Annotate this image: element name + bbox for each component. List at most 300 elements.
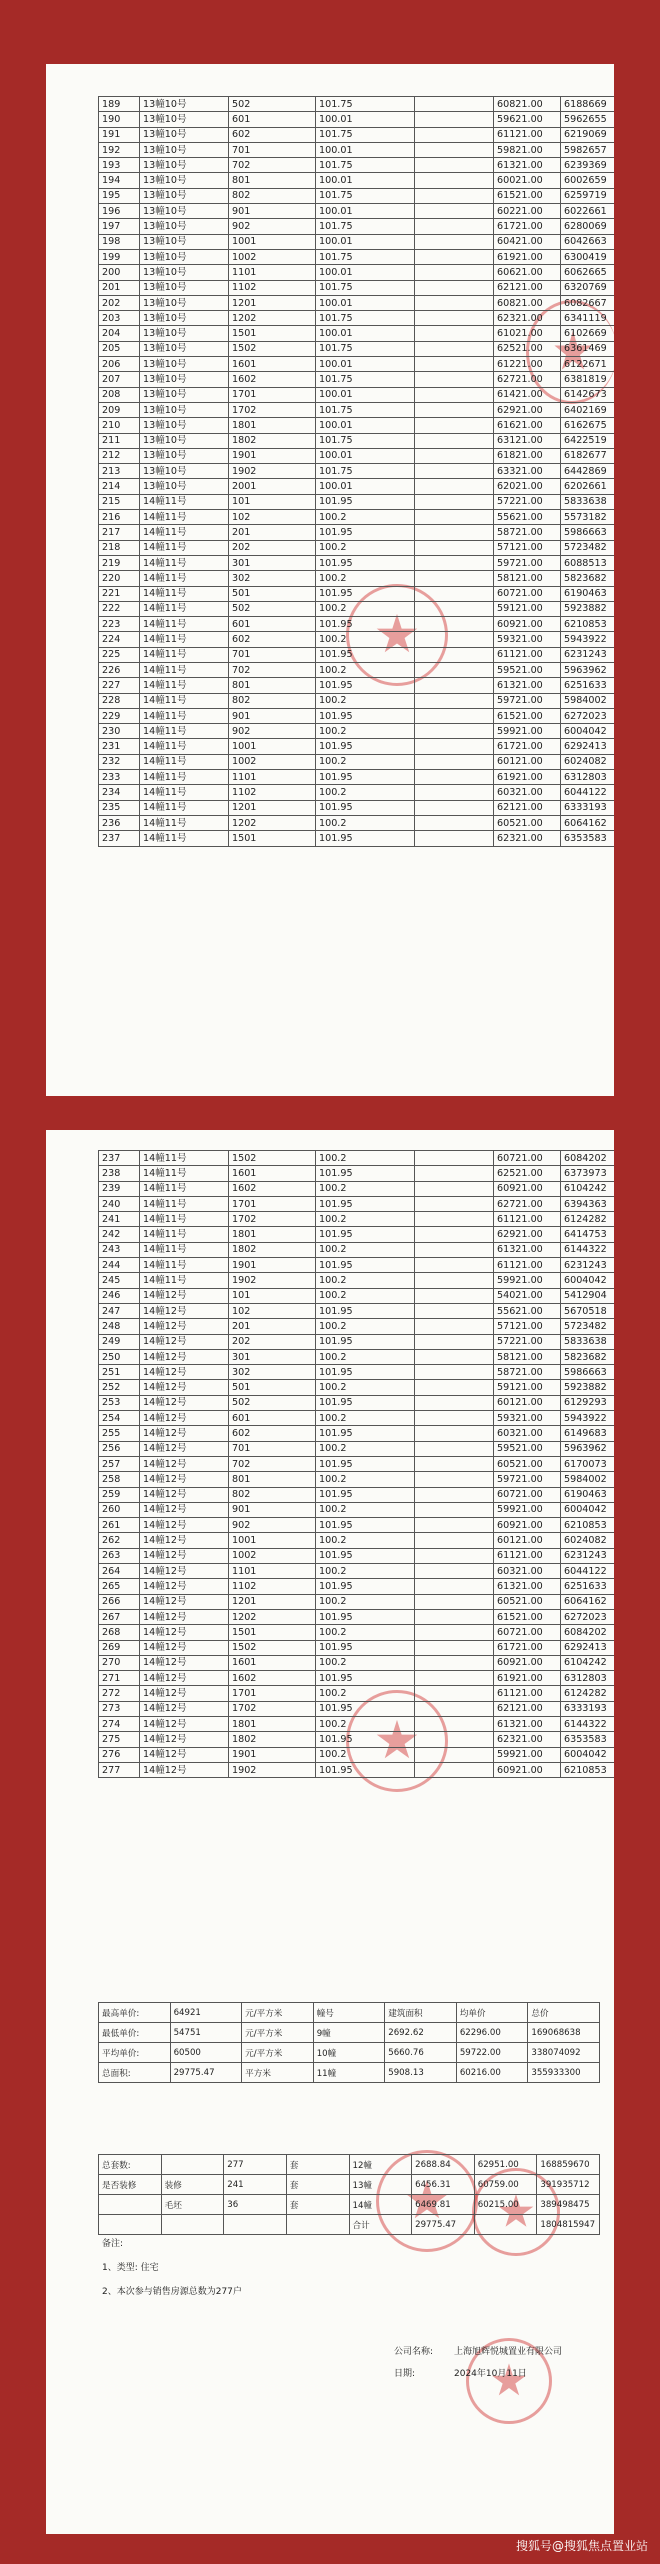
table-cell: 302 bbox=[229, 1365, 316, 1380]
table-cell: 254 bbox=[99, 1411, 140, 1426]
table-cell: 101.75 bbox=[316, 464, 415, 479]
table-cell: 5963962 bbox=[561, 1441, 615, 1456]
company-name: 上海旭辉悦城置业有限公司 bbox=[454, 2347, 563, 2357]
table-row bbox=[99, 204, 615, 219]
table-cell: 61921.00 bbox=[494, 249, 561, 264]
table-cell: 6272023 bbox=[561, 1609, 615, 1624]
table-cell bbox=[415, 770, 494, 785]
table-cell: 100.01 bbox=[316, 479, 415, 494]
table-cell: 100.2 bbox=[316, 754, 415, 769]
summary-cell: 36 bbox=[224, 2195, 287, 2215]
table-cell: 101.95 bbox=[316, 1166, 415, 1181]
table-row bbox=[99, 678, 615, 693]
table-cell bbox=[415, 1181, 494, 1196]
table-row bbox=[99, 647, 615, 662]
table-cell bbox=[415, 1564, 494, 1579]
table-cell: 6272023 bbox=[561, 708, 615, 723]
table-cell: 62121.00 bbox=[494, 1701, 561, 1716]
price-list-table bbox=[98, 1150, 614, 1778]
table-cell: 200 bbox=[99, 265, 140, 280]
table-cell: 6210853 bbox=[561, 1762, 615, 1777]
table-cell: 6004042 bbox=[561, 1273, 615, 1288]
table-cell: 60921.00 bbox=[494, 1655, 561, 1670]
table-cell: 5943922 bbox=[561, 632, 615, 647]
table-cell: 251 bbox=[99, 1365, 140, 1380]
table-cell bbox=[415, 1732, 494, 1747]
table-cell: 14幢11号 bbox=[140, 1273, 229, 1288]
table-cell: 101.95 bbox=[316, 494, 415, 509]
table-cell: 14幢12号 bbox=[140, 1655, 229, 1670]
table-cell bbox=[415, 1625, 494, 1640]
table-cell: 220 bbox=[99, 571, 140, 586]
table-cell: 60721.00 bbox=[494, 586, 561, 601]
table-cell: 100.2 bbox=[316, 1564, 415, 1579]
table-cell: 1002 bbox=[229, 1548, 316, 1563]
table-cell: 1601 bbox=[229, 357, 316, 372]
table-cell: 59121.00 bbox=[494, 1380, 561, 1395]
table-cell: 14幢12号 bbox=[140, 1426, 229, 1441]
table-row bbox=[99, 510, 615, 525]
table-cell: 62921.00 bbox=[494, 402, 561, 417]
table-cell: 202 bbox=[229, 1334, 316, 1349]
table-row bbox=[99, 448, 615, 463]
table-cell: 14幢12号 bbox=[140, 1671, 229, 1686]
table-cell: 14幢12号 bbox=[140, 1472, 229, 1487]
count-summary-table bbox=[98, 2154, 600, 2235]
table-cell bbox=[415, 249, 494, 264]
table-row bbox=[99, 479, 615, 494]
table-cell: 204 bbox=[99, 326, 140, 341]
table-cell: 61121.00 bbox=[494, 1258, 561, 1273]
table-cell: 238 bbox=[99, 1166, 140, 1181]
table-cell: 6333193 bbox=[561, 1701, 615, 1716]
summary-cell: 6456.31 bbox=[412, 2175, 475, 2195]
notes-heading: 备注: bbox=[102, 2239, 124, 2249]
table-cell: 57121.00 bbox=[494, 1319, 561, 1334]
table-cell bbox=[415, 1671, 494, 1686]
table-cell: 6231243 bbox=[561, 647, 615, 662]
table-cell: 14幢11号 bbox=[140, 510, 229, 525]
table-cell: 1102 bbox=[229, 280, 316, 295]
table-row bbox=[99, 494, 615, 509]
table-cell bbox=[415, 1395, 494, 1410]
table-cell bbox=[415, 555, 494, 570]
table-cell: 1901 bbox=[229, 1747, 316, 1762]
table-cell: 101.75 bbox=[316, 402, 415, 417]
table-cell: 100.2 bbox=[316, 785, 415, 800]
table-cell: 198 bbox=[99, 234, 140, 249]
table-cell bbox=[415, 1319, 494, 1334]
table-cell: 5823682 bbox=[561, 571, 615, 586]
table-cell: 14幢11号 bbox=[140, 525, 229, 540]
table-cell: 701 bbox=[229, 647, 316, 662]
table-cell bbox=[415, 295, 494, 310]
document-page-2 bbox=[46, 1130, 614, 2534]
table-row bbox=[99, 1395, 615, 1410]
table-cell: 14幢11号 bbox=[140, 800, 229, 815]
table-row bbox=[99, 97, 615, 112]
summary-row bbox=[99, 2043, 600, 2063]
table-cell: 801 bbox=[229, 173, 316, 188]
table-cell: 6259719 bbox=[561, 188, 615, 203]
table-row bbox=[99, 173, 615, 188]
table-cell: 57221.00 bbox=[494, 1334, 561, 1349]
table-cell: 100.2 bbox=[316, 1655, 415, 1670]
table-cell: 6102669 bbox=[561, 326, 615, 341]
table-cell: 101.95 bbox=[316, 1762, 415, 1777]
summary-cell: 11幢 bbox=[313, 2063, 385, 2083]
summary-cell bbox=[474, 2215, 537, 2235]
table-cell: 13幢10号 bbox=[140, 280, 229, 295]
table-cell: 14幢12号 bbox=[140, 1349, 229, 1364]
table-cell bbox=[415, 464, 494, 479]
table-row bbox=[99, 326, 615, 341]
table-cell: 14幢11号 bbox=[140, 555, 229, 570]
table-cell: 101.95 bbox=[316, 1426, 415, 1441]
table-cell: 59721.00 bbox=[494, 1472, 561, 1487]
table-cell: 1501 bbox=[229, 1625, 316, 1640]
table-cell: 225 bbox=[99, 647, 140, 662]
table-row bbox=[99, 1609, 615, 1624]
table-cell: 59921.00 bbox=[494, 1273, 561, 1288]
table-row bbox=[99, 1732, 615, 1747]
table-cell: 61721.00 bbox=[494, 1640, 561, 1655]
table-row bbox=[99, 341, 615, 356]
summary-cell bbox=[224, 2215, 287, 2235]
table-cell: 272 bbox=[99, 1686, 140, 1701]
table-cell: 13幢10号 bbox=[140, 219, 229, 234]
table-cell bbox=[415, 617, 494, 632]
table-cell: 101.75 bbox=[316, 311, 415, 326]
summary-cell: 60500 bbox=[170, 2043, 242, 2063]
table-cell: 266 bbox=[99, 1594, 140, 1609]
table-cell: 14幢12号 bbox=[140, 1533, 229, 1548]
table-cell bbox=[415, 1365, 494, 1380]
table-cell: 60721.00 bbox=[494, 1151, 561, 1166]
table-row bbox=[99, 708, 615, 723]
table-cell bbox=[415, 341, 494, 356]
summary-cell: 最高单价: bbox=[99, 2003, 171, 2023]
table-row bbox=[99, 418, 615, 433]
table-cell: 6210853 bbox=[561, 1518, 615, 1533]
table-cell: 101.75 bbox=[316, 97, 415, 112]
table-cell: 100.2 bbox=[316, 1594, 415, 1609]
summary-cell: 2692.62 bbox=[385, 2023, 457, 2043]
table-cell: 6202661 bbox=[561, 479, 615, 494]
table-cell: 271 bbox=[99, 1671, 140, 1686]
table-cell: 14幢11号 bbox=[140, 601, 229, 616]
table-cell: 273 bbox=[99, 1701, 140, 1716]
table-cell: 501 bbox=[229, 1380, 316, 1395]
table-cell: 13幢10号 bbox=[140, 234, 229, 249]
table-row bbox=[99, 1533, 615, 1548]
table-cell: 60921.00 bbox=[494, 1762, 561, 1777]
table-cell bbox=[415, 525, 494, 540]
table-cell bbox=[415, 265, 494, 280]
table-cell: 101.95 bbox=[316, 1518, 415, 1533]
table-cell: 6231243 bbox=[561, 1548, 615, 1563]
table-row bbox=[99, 249, 615, 264]
table-cell: 100.2 bbox=[316, 571, 415, 586]
watermark: 搜狐号@搜狐焦点置业站 bbox=[515, 2539, 648, 2553]
summary-cell: 12幢 bbox=[349, 2155, 412, 2175]
table-row bbox=[99, 295, 615, 310]
table-cell bbox=[415, 1151, 494, 1166]
table-cell: 14幢11号 bbox=[140, 1242, 229, 1257]
table-row bbox=[99, 831, 615, 846]
summary-cell: 29775.47 bbox=[412, 2215, 475, 2235]
table-cell: 215 bbox=[99, 494, 140, 509]
table-row bbox=[99, 1349, 615, 1364]
table-cell: 59821.00 bbox=[494, 142, 561, 157]
summary-cell: 装修 bbox=[161, 2175, 224, 2195]
table-cell: 302 bbox=[229, 571, 316, 586]
table-cell: 601 bbox=[229, 1411, 316, 1426]
table-cell: 60121.00 bbox=[494, 754, 561, 769]
table-cell: 214 bbox=[99, 479, 140, 494]
table-cell bbox=[415, 632, 494, 647]
note-total: 2、本次参与销售房源总数为277户 bbox=[102, 2287, 242, 2297]
table-cell bbox=[415, 1456, 494, 1471]
table-cell: 13幢10号 bbox=[140, 326, 229, 341]
table-cell bbox=[415, 1533, 494, 1548]
table-row bbox=[99, 1548, 615, 1563]
table-cell: 1902 bbox=[229, 1762, 316, 1777]
table-cell: 269 bbox=[99, 1640, 140, 1655]
table-cell: 62521.00 bbox=[494, 341, 561, 356]
table-cell: 250 bbox=[99, 1349, 140, 1364]
table-cell: 14幢12号 bbox=[140, 1579, 229, 1594]
summary-cell: 5908.13 bbox=[385, 2063, 457, 2083]
table-cell bbox=[415, 1716, 494, 1731]
table-cell: 265 bbox=[99, 1579, 140, 1594]
table-cell: 100.2 bbox=[316, 1319, 415, 1334]
table-cell: 14幢11号 bbox=[140, 693, 229, 708]
table-cell: 5962655 bbox=[561, 112, 615, 127]
table-row bbox=[99, 112, 615, 127]
table-cell: 60821.00 bbox=[494, 295, 561, 310]
table-cell: 193 bbox=[99, 158, 140, 173]
table-cell: 207 bbox=[99, 372, 140, 387]
table-cell: 236 bbox=[99, 815, 140, 830]
table-cell bbox=[415, 708, 494, 723]
table-cell: 217 bbox=[99, 525, 140, 540]
table-cell: 259 bbox=[99, 1487, 140, 1502]
table-cell bbox=[415, 387, 494, 402]
table-cell: 246 bbox=[99, 1288, 140, 1303]
table-cell: 14幢11号 bbox=[140, 1166, 229, 1181]
table-cell: 14幢11号 bbox=[140, 785, 229, 800]
table-cell: 14幢12号 bbox=[140, 1380, 229, 1395]
table-cell: 14幢11号 bbox=[140, 617, 229, 632]
table-cell: 701 bbox=[229, 1441, 316, 1456]
table-cell: 59121.00 bbox=[494, 601, 561, 616]
table-cell: 101.95 bbox=[316, 1701, 415, 1716]
table-cell: 205 bbox=[99, 341, 140, 356]
table-cell: 1901 bbox=[229, 448, 316, 463]
table-cell: 221 bbox=[99, 586, 140, 601]
table-cell bbox=[415, 540, 494, 555]
table-cell: 301 bbox=[229, 555, 316, 570]
table-cell: 61321.00 bbox=[494, 1579, 561, 1594]
table-cell: 58721.00 bbox=[494, 525, 561, 540]
summary-row bbox=[99, 2175, 600, 2195]
table-cell: 100.01 bbox=[316, 326, 415, 341]
table-cell: 13幢10号 bbox=[140, 402, 229, 417]
table-cell: 5986663 bbox=[561, 525, 615, 540]
table-cell: 6231243 bbox=[561, 1258, 615, 1273]
table-cell: 101.95 bbox=[316, 800, 415, 815]
company-label: 公司名称: bbox=[394, 2347, 434, 2357]
table-cell: 233 bbox=[99, 770, 140, 785]
table-cell: 101.95 bbox=[316, 1732, 415, 1747]
table-cell bbox=[415, 1487, 494, 1502]
table-cell: 14幢12号 bbox=[140, 1411, 229, 1426]
table-cell: 5670518 bbox=[561, 1303, 615, 1318]
table-cell: 60521.00 bbox=[494, 1456, 561, 1471]
table-row bbox=[99, 1472, 615, 1487]
table-cell bbox=[415, 1273, 494, 1288]
table-cell: 101.75 bbox=[316, 280, 415, 295]
table-cell: 100.01 bbox=[316, 265, 415, 280]
table-cell bbox=[415, 479, 494, 494]
table-cell: 14幢12号 bbox=[140, 1548, 229, 1563]
table-cell: 59921.00 bbox=[494, 1502, 561, 1517]
table-cell: 6239369 bbox=[561, 158, 615, 173]
table-row bbox=[99, 433, 615, 448]
table-cell: 6129293 bbox=[561, 1395, 615, 1410]
table-cell: 101.75 bbox=[316, 188, 415, 203]
table-cell: 901 bbox=[229, 1502, 316, 1517]
table-cell: 13幢10号 bbox=[140, 173, 229, 188]
table-cell: 100.2 bbox=[316, 1242, 415, 1257]
table-cell bbox=[415, 494, 494, 509]
table-cell: 14幢12号 bbox=[140, 1732, 229, 1747]
table-cell: 6361469 bbox=[561, 341, 615, 356]
summary-cell: 14幢 bbox=[349, 2195, 412, 2215]
table-row bbox=[99, 785, 615, 800]
table-cell: 61521.00 bbox=[494, 708, 561, 723]
table-cell bbox=[415, 1609, 494, 1624]
table-cell: 14幢11号 bbox=[140, 632, 229, 647]
table-row bbox=[99, 464, 615, 479]
table-cell: 1802 bbox=[229, 1732, 316, 1747]
table-cell bbox=[415, 831, 494, 846]
table-cell: 61121.00 bbox=[494, 647, 561, 662]
table-row bbox=[99, 280, 615, 295]
table-cell: 245 bbox=[99, 1273, 140, 1288]
table-cell bbox=[415, 693, 494, 708]
table-cell: 253 bbox=[99, 1395, 140, 1410]
table-cell: 6004042 bbox=[561, 1502, 615, 1517]
table-cell: 13幢10号 bbox=[140, 204, 229, 219]
table-cell: 14幢12号 bbox=[140, 1701, 229, 1716]
table-row bbox=[99, 555, 615, 570]
table-cell: 6190463 bbox=[561, 586, 615, 601]
table-cell: 801 bbox=[229, 678, 316, 693]
table-row bbox=[99, 234, 615, 249]
table-cell: 1702 bbox=[229, 1212, 316, 1227]
table-row bbox=[99, 601, 615, 616]
table-cell: 101.95 bbox=[316, 1196, 415, 1211]
table-cell: 256 bbox=[99, 1441, 140, 1456]
table-cell: 14幢12号 bbox=[140, 1365, 229, 1380]
table-cell bbox=[415, 357, 494, 372]
table-cell: 101.75 bbox=[316, 158, 415, 173]
table-cell: 6144322 bbox=[561, 1716, 615, 1731]
table-cell: 901 bbox=[229, 708, 316, 723]
table-cell: 59521.00 bbox=[494, 1441, 561, 1456]
summary-cell: 元/平方米 bbox=[242, 2043, 314, 2063]
table-cell: 101.95 bbox=[316, 1395, 415, 1410]
table-cell bbox=[415, 800, 494, 815]
price-list-table bbox=[98, 96, 614, 847]
summary-cell: 60216.00 bbox=[456, 2063, 528, 2083]
table-cell: 230 bbox=[99, 724, 140, 739]
summary-cell: 277 bbox=[224, 2155, 287, 2175]
table-cell: 14幢11号 bbox=[140, 1258, 229, 1273]
table-cell: 101.95 bbox=[316, 1640, 415, 1655]
summary-cell: 元/平方米 bbox=[242, 2003, 314, 2023]
table-cell: 6280069 bbox=[561, 219, 615, 234]
table-cell: 6124282 bbox=[561, 1686, 615, 1701]
table-cell: 100.2 bbox=[316, 1625, 415, 1640]
table-cell: 101.95 bbox=[316, 1303, 415, 1318]
table-cell: 13幢10号 bbox=[140, 433, 229, 448]
table-cell: 100.2 bbox=[316, 1716, 415, 1731]
table-cell: 6251633 bbox=[561, 678, 615, 693]
table-cell: 261 bbox=[99, 1518, 140, 1533]
table-cell: 62021.00 bbox=[494, 479, 561, 494]
table-row bbox=[99, 1579, 615, 1594]
table-cell: 62321.00 bbox=[494, 311, 561, 326]
table-cell: 14幢12号 bbox=[140, 1319, 229, 1334]
table-cell: 14幢11号 bbox=[140, 586, 229, 601]
table-cell: 61121.00 bbox=[494, 1548, 561, 1563]
table-cell: 5923882 bbox=[561, 1380, 615, 1395]
table-cell bbox=[415, 127, 494, 142]
table-cell bbox=[415, 1686, 494, 1701]
table-row bbox=[99, 219, 615, 234]
table-cell: 602 bbox=[229, 127, 316, 142]
table-cell: 62921.00 bbox=[494, 1227, 561, 1242]
table-cell bbox=[415, 448, 494, 463]
table-cell: 247 bbox=[99, 1303, 140, 1318]
table-cell bbox=[415, 173, 494, 188]
table-cell: 55621.00 bbox=[494, 510, 561, 525]
table-cell: 232 bbox=[99, 754, 140, 769]
table-cell: 229 bbox=[99, 708, 140, 723]
table-cell: 100.01 bbox=[316, 387, 415, 402]
table-cell bbox=[415, 234, 494, 249]
summary-cell: 29775.47 bbox=[170, 2063, 242, 2083]
table-cell: 195 bbox=[99, 188, 140, 203]
table-cell: 602 bbox=[229, 1426, 316, 1441]
table-cell: 14幢11号 bbox=[140, 678, 229, 693]
table-cell: 101.95 bbox=[316, 1456, 415, 1471]
table-cell: 902 bbox=[229, 724, 316, 739]
table-cell: 60021.00 bbox=[494, 173, 561, 188]
table-row bbox=[99, 662, 615, 677]
table-cell bbox=[415, 158, 494, 173]
table-cell: 14幢11号 bbox=[140, 1196, 229, 1211]
table-cell bbox=[415, 571, 494, 586]
table-cell: 100.01 bbox=[316, 204, 415, 219]
summary-cell: 54751 bbox=[170, 2023, 242, 2043]
table-cell: 1202 bbox=[229, 311, 316, 326]
table-cell: 1802 bbox=[229, 1242, 316, 1257]
table-row bbox=[99, 1625, 615, 1640]
